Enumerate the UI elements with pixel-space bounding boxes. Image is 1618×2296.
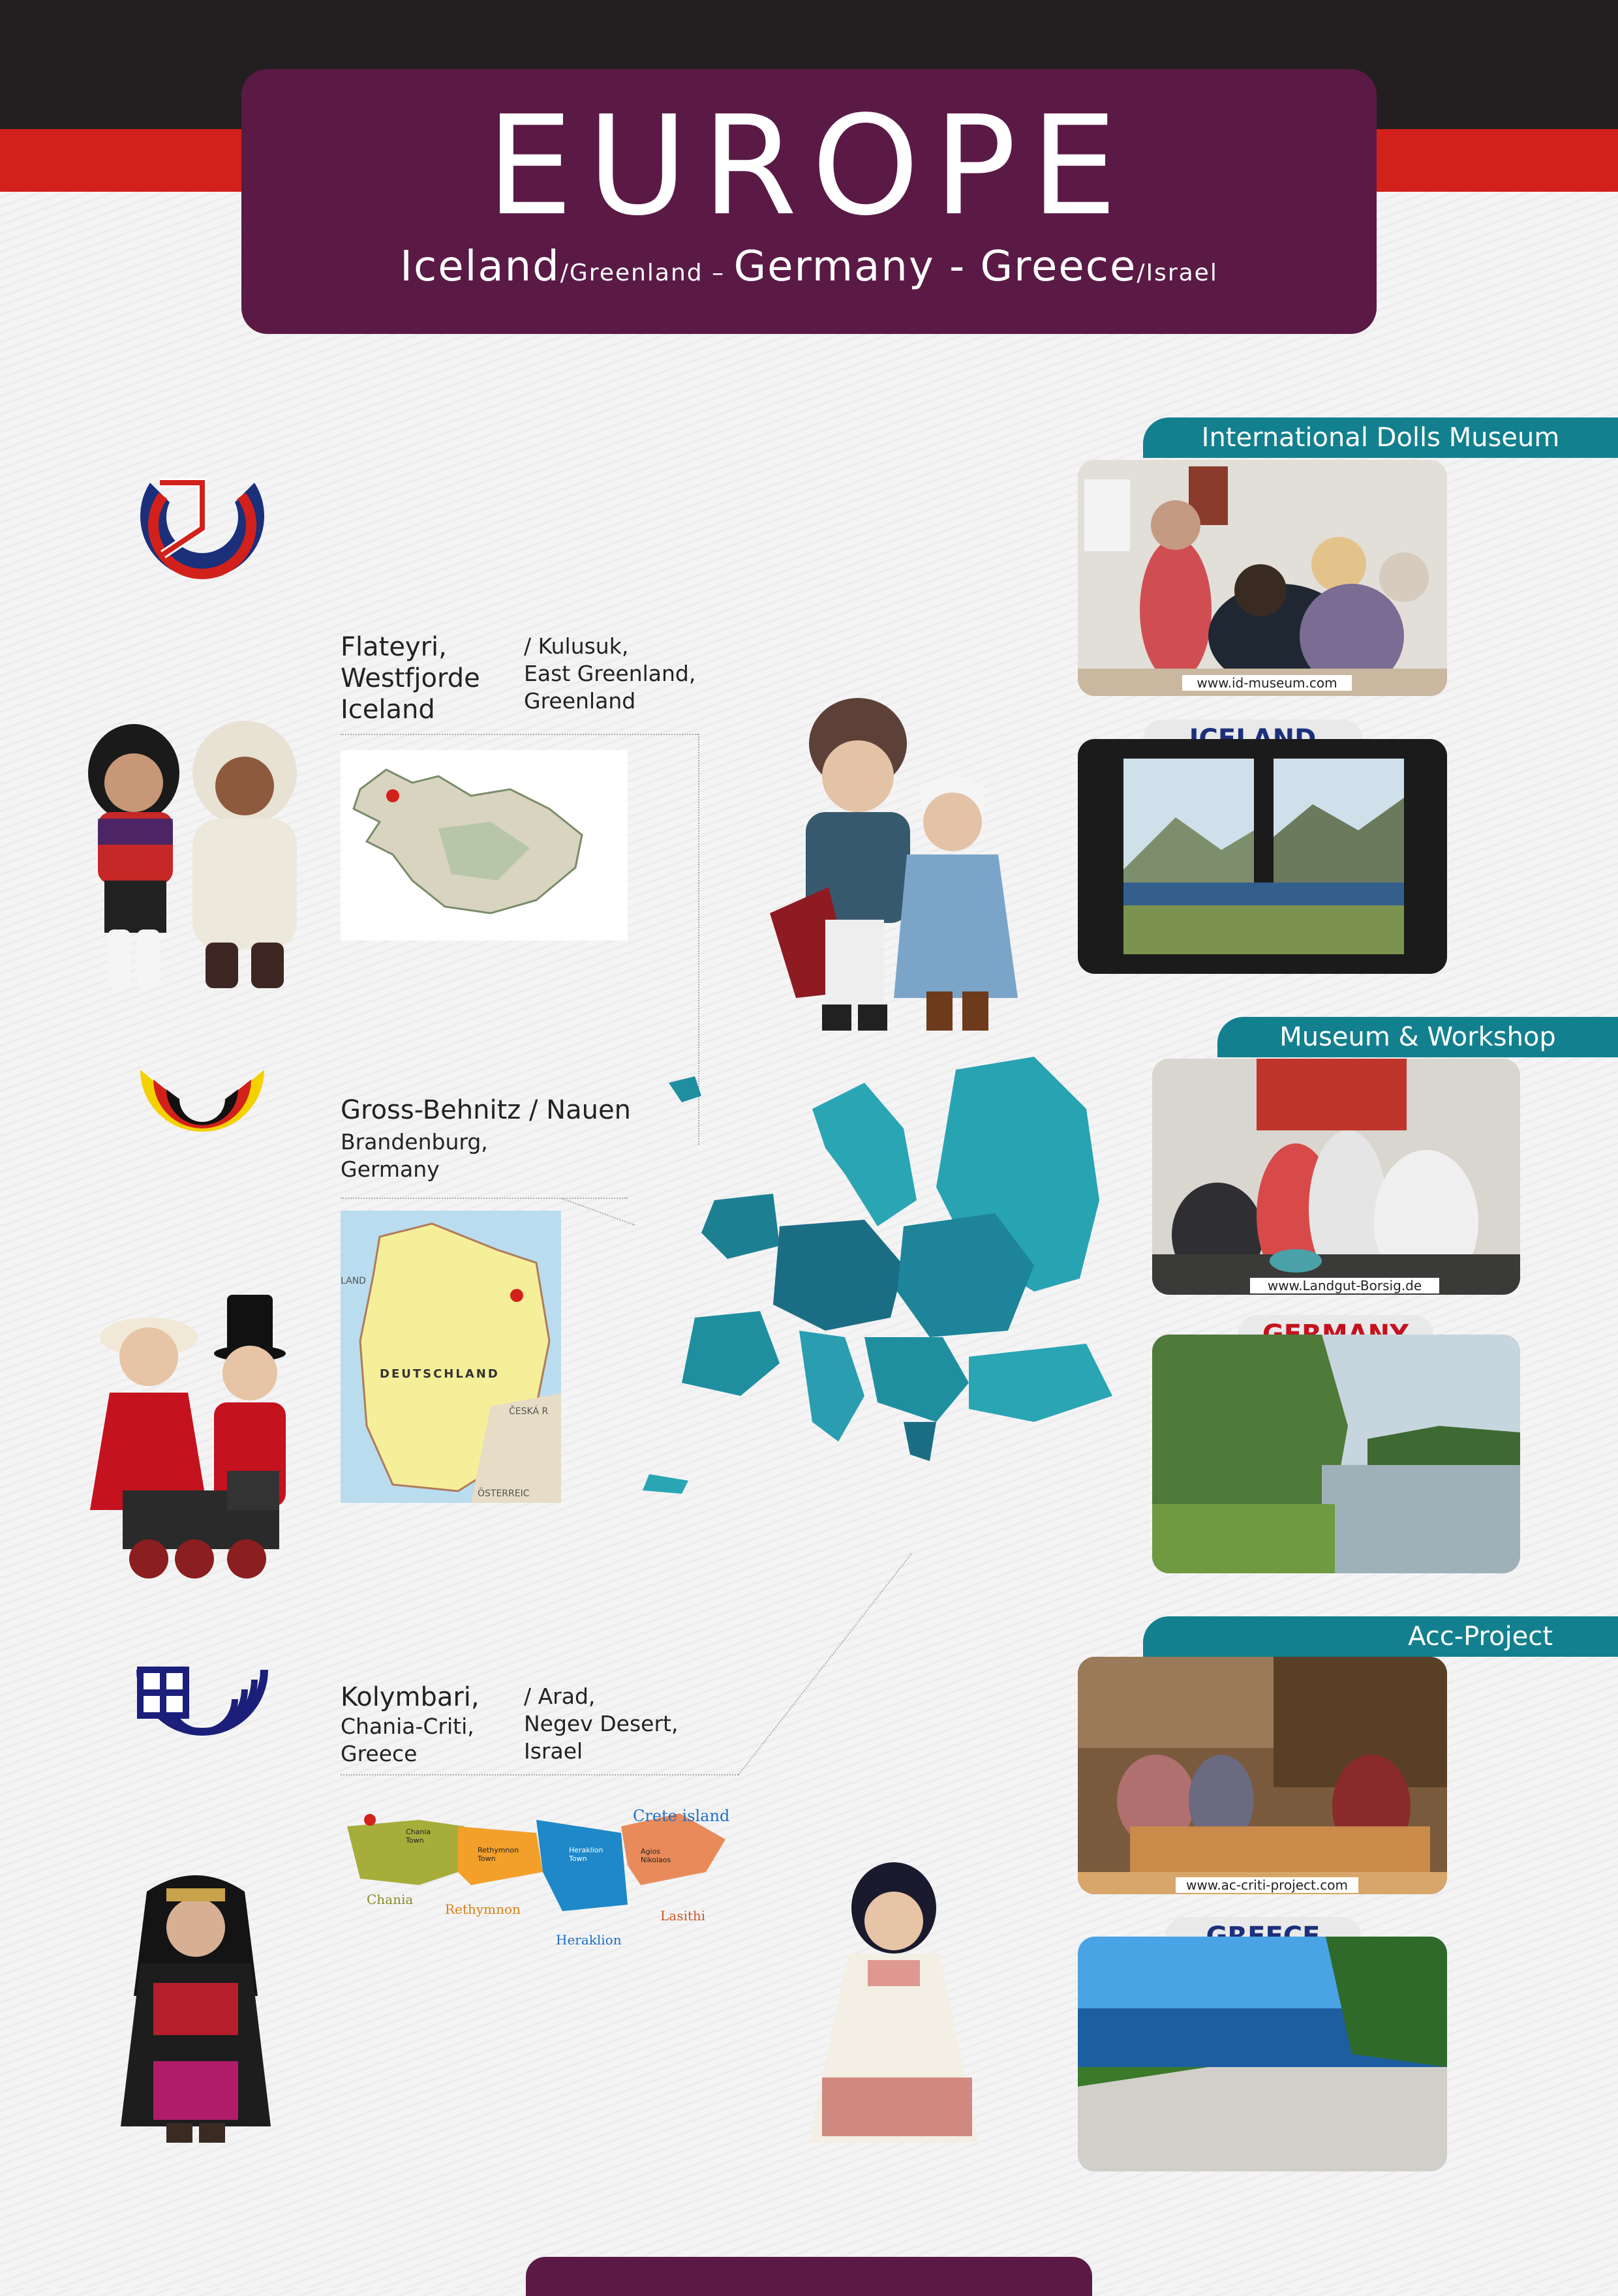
- greenland-place-line-3: Greenland: [524, 688, 636, 714]
- israel-place-line-2: Negev Desert,: [524, 1711, 679, 1736]
- page-subtitle: [241, 243, 1377, 291]
- subtitle-israel: /Israel: [1137, 260, 1218, 286]
- germany-connector-line: [561, 1198, 635, 1226]
- greenland-place-line-1: / Kulusuk,: [524, 633, 629, 659]
- germany-place-line-3: Germany: [341, 1156, 440, 1182]
- crete-town-agios-nikolaos: Agios Nikolaos: [641, 1847, 671, 1864]
- workshop-scene-image: [1152, 1059, 1520, 1295]
- header-red-stripe-left: [0, 129, 274, 192]
- iceland-museum-tab: International Dolls Museum: [1143, 417, 1618, 458]
- iceland-place-line-3: Iceland: [341, 695, 435, 725]
- fjord-landscape-image: [1078, 739, 1447, 974]
- greece-place-line-3: Greece: [341, 1741, 418, 1766]
- iceland-divider: [341, 734, 698, 735]
- europe-map-image: [630, 1057, 1112, 1539]
- crete-map-title: Crete island: [633, 1807, 730, 1825]
- seaside-terrace-image: [1078, 1937, 1447, 2171]
- lake-landscape-image: [1152, 1335, 1520, 1573]
- greece-connector-line: [738, 1554, 911, 1775]
- greek-costume-doll-image: [802, 1862, 992, 2162]
- iceland-place-line-1: Flateyri,: [341, 632, 447, 662]
- iceland-place-label: [341, 631, 536, 725]
- bedouin-doll-image: [108, 1865, 284, 2146]
- germany-workshop-url: www.Landgut-Borsig.de: [1250, 1278, 1439, 1293]
- austria-map-label: ÖSTERREIC: [478, 1488, 530, 1499]
- subtitle-iceland: Iceland: [400, 243, 560, 291]
- iceland-museum-url: www.id-museum.com: [1182, 675, 1352, 691]
- footer-bar: [526, 2257, 1092, 2296]
- germany-map: [341, 1211, 561, 1503]
- crete-town-rethymnon: Rethymnon Town: [478, 1846, 519, 1863]
- greenland-place-line-2: East Greenland,: [524, 661, 696, 686]
- germany-map-label: DEUTSCHLAND: [380, 1367, 500, 1381]
- crete-region-heraklion: Heraklion: [556, 1932, 622, 1948]
- iceland-map-shape: [341, 750, 628, 941]
- germany-flag-logo-icon: [127, 1057, 277, 1187]
- page-title: EUROPE: [486, 86, 1132, 246]
- crete-town-chania: Chania Town: [406, 1828, 431, 1845]
- israel-place-label: [524, 1683, 720, 1765]
- subtitle-germany: Germany: [733, 243, 935, 291]
- greenland-place-label: [524, 633, 720, 715]
- germany-place-region: [341, 1128, 602, 1183]
- subtitle-greenland: /Greenland: [560, 260, 703, 286]
- header-red-stripe-right: [1345, 129, 1618, 192]
- iceland-flag-logo-icon: [124, 457, 281, 600]
- greece-divider: [341, 1774, 739, 1775]
- greece-project-photo: [1078, 1657, 1447, 1894]
- germany-place-line-2: Brandenburg,: [341, 1129, 488, 1155]
- greece-place-line-2: Chania-Criti,: [341, 1714, 474, 1739]
- meeting-room-image: [1078, 1657, 1447, 1894]
- israel-place-line-3: Israel: [524, 1738, 583, 1764]
- germany-landscape-photo: [1152, 1335, 1520, 1573]
- german-dolls-train-image: [77, 1295, 318, 1585]
- crete-map: [341, 1787, 732, 1950]
- crete-town-heraklion: Heraklion Town: [569, 1846, 603, 1863]
- crete-region-rethymnon: Rethymnon: [445, 1901, 521, 1917]
- subtitle-sep-1: –: [703, 260, 734, 286]
- crete-region-lasithi: Lasithi: [660, 1908, 706, 1924]
- germany-place-title: Gross-Behnitz / Nauen: [341, 1095, 631, 1125]
- traditional-dolls-image: [744, 691, 1044, 1050]
- germany-workshop-photo: [1152, 1059, 1520, 1295]
- greece-place-label: [341, 1682, 523, 1768]
- germany-divider: [341, 1198, 628, 1199]
- greece-project-url: www.ac-criti-project.com: [1176, 1877, 1358, 1893]
- greece-flag-logo-icon: [127, 1657, 277, 1800]
- czech-map-label: ČESKÁ R: [509, 1406, 549, 1417]
- iceland-museum-photo: [1078, 460, 1447, 696]
- israel-place-line-1: / Arad,: [524, 1684, 596, 1709]
- greece-place-line-1: Kolymbari,: [341, 1682, 480, 1712]
- subtitle-sep-2: -: [934, 243, 981, 291]
- germany-museum-tab: Museum & Workshop: [1217, 1017, 1618, 1057]
- greece-landscape-photo: [1078, 1937, 1447, 2171]
- iceland-map: [341, 750, 628, 941]
- museum-workshop-scene-image: [1078, 460, 1447, 696]
- subtitle-greece: Greece: [980, 243, 1137, 291]
- iceland-place-line-2: Westfjorde: [341, 663, 480, 693]
- iceland-landscape-photo: [1078, 739, 1447, 974]
- greece-project-tab: Acc-Project: [1143, 1616, 1618, 1657]
- greenland-dolls-image: [62, 721, 316, 995]
- partial-map-label: LAND: [341, 1276, 366, 1286]
- crete-region-chania: Chania: [367, 1892, 414, 1907]
- germany-map-shape: [341, 1211, 561, 1503]
